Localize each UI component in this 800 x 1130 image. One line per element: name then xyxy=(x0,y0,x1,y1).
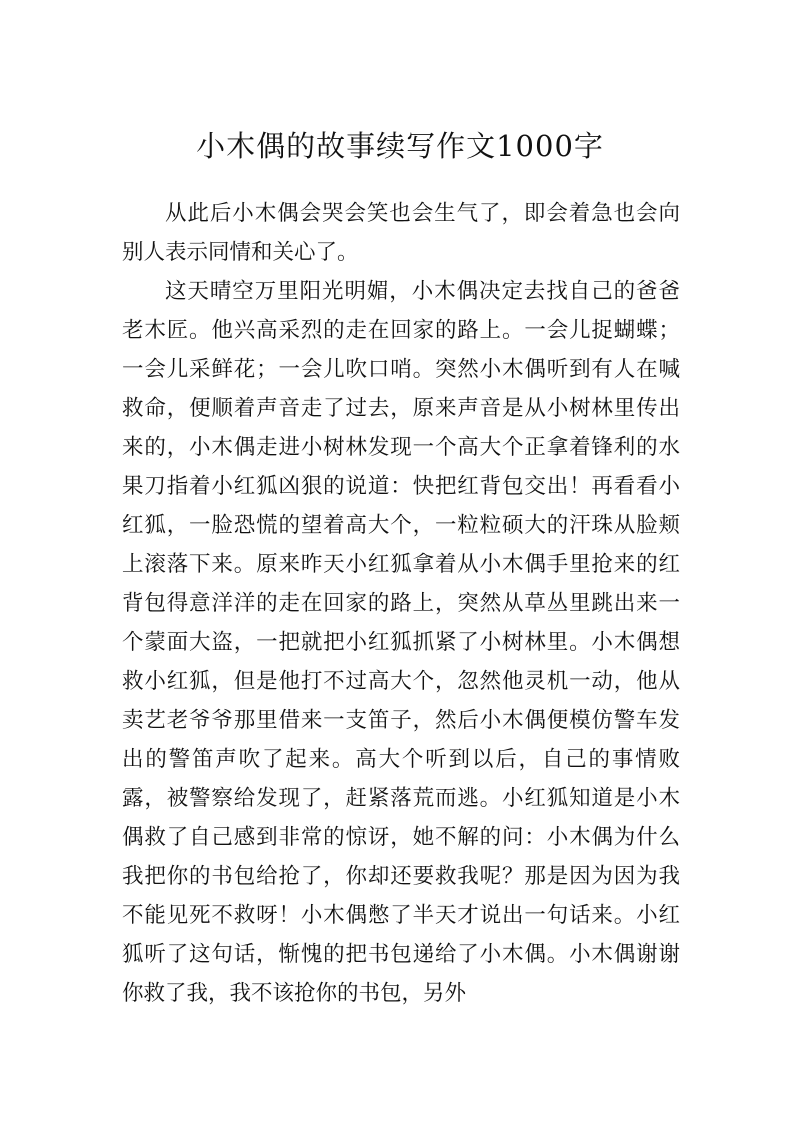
document-body xyxy=(122,194,680,1013)
paragraph: 这天晴空万里阳光明媚，小木偶决定去找自己的爸爸老木匠。他兴高采烈的走在回家的路上。一会儿捉蝴蝶；一会儿采鲜花；一会儿吹口哨。突然小木偶听到有人在喊救命，便顺着声音走了过去，原来声音是从小树林里传出来的，小木偶走进小树林发现一个高大个正拿着锋利的水果刀指着小红狐凶狠的说道：快把红背包交出！再看看小红狐，一脸恐慌的望着高大个，一粒粒硕大的汗珠从脸颊上滚落下来。原来昨天小红狐拿着从小木偶手里抢来的红背包得意洋洋的走在回家的路上，突然从草丛里跳出来一个蒙面大盗，一把就把小红狐抓紧了小树林里。小木偶想救小红狐，但是他打不过高大个，忽然他灵机一动，他从卖艺老爷爷那里借来一支笛子，然后小木偶便模仿警车发出的警笛声吹了起来。高大个听到以后，自己的事情败露，被警察给发现了，赶紧落荒而逃。小红狐知道是小木偶救了自己感到非常的惊讶，她不解的问：小木偶为什么我把你的书包给抢了，你却还要救我呢？那是因为因为我不能见死不救呀！小木偶憋了半天才说出一句话来。小红狐听了这句话，惭愧的把书包递给了小木偶。小木偶谢谢你救了我，我不该抢你的书包，另外 xyxy=(122,279,680,1006)
paragraph: 从此后小木偶会哭会笑也会生气了，即会着急也会向别人表示同情和关心了。 xyxy=(122,201,680,265)
document-title: 小木偶的故事续写作文1000字 xyxy=(196,129,604,163)
